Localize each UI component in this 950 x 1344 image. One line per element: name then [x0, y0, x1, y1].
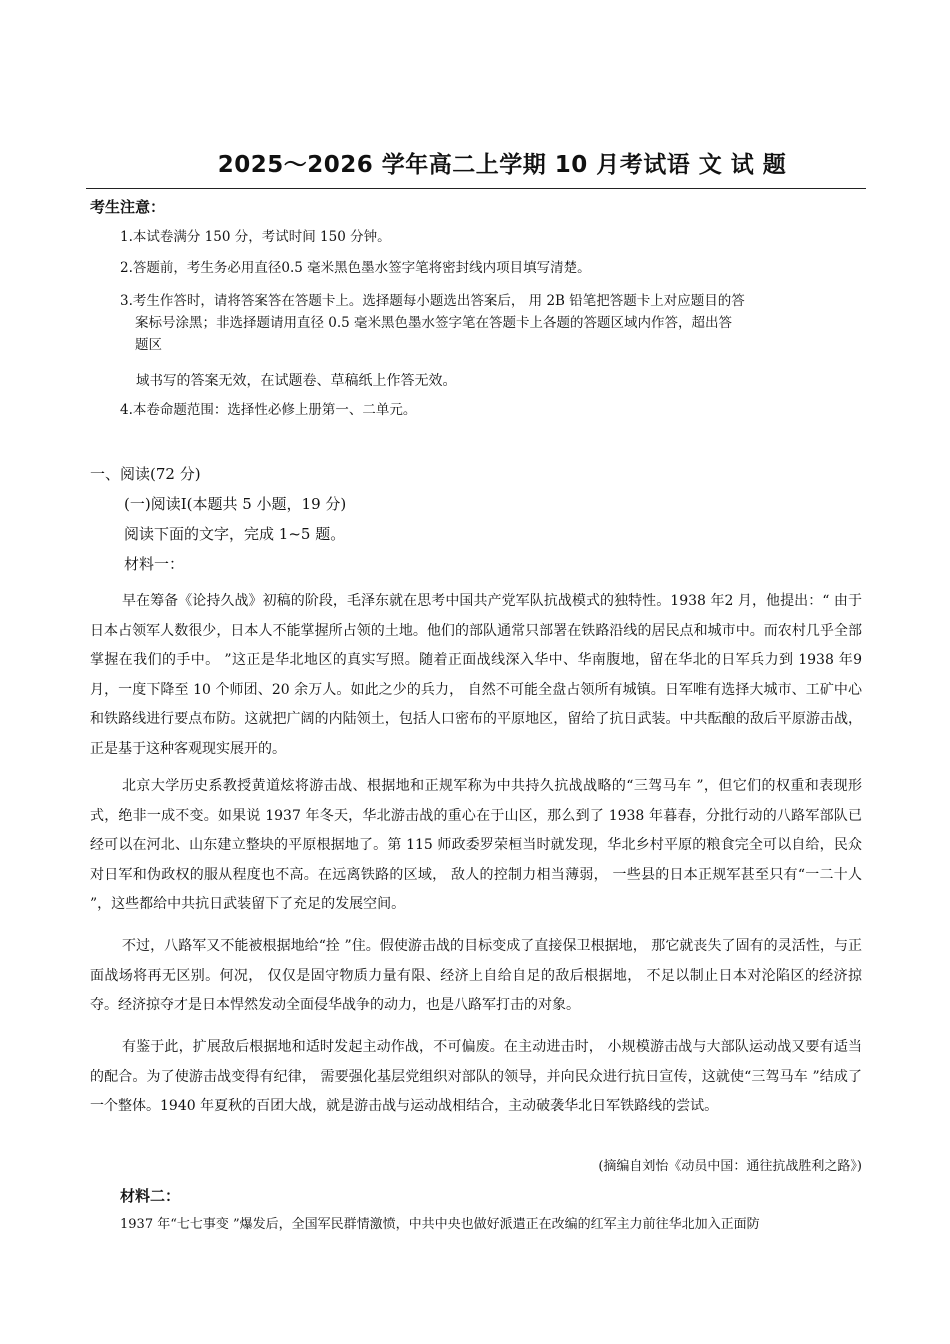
material-2-label: 材料二：	[120, 1187, 181, 1205]
material-1-paragraph-1: 早在筹备《论持久战》初稿的阶段，毛泽东就在思考中国共产党军队抗战模式的独特性。1938 年2 月，他提出：“ 由于日本占领军人数很少，日本人不能掌握所占领的土地。他们的部队通常只部署在铁路沿线的居民点和城市中。而农村几乎全部掌握在我们的手中。 ”这正是华北地区的真实写照。随着正面战线深入华中、华南腹地，留在华北的日军兵力到 1938 年9 月，一度下降至 10 个师团、20 余万人。如此之少的兵力， 自然不可能全盘占领所有城镇。日军唯有选择大城市、工矿中心和铁路线进行要点布防。这就把广阔的内陆领土，包括人口密布的平原地区，留给了抗日武装。中共酝酿的敌后平原游击战，正是基于这种客观现实展开的。	[90, 593, 862, 757]
material-1-source: (摘编自刘怡《动员中国：通往抗战胜利之路》)	[598, 1159, 862, 1174]
material-1-label: 材料一：	[124, 555, 185, 573]
notice-item-3-line2: 案标号涂黑；非选择题请用直径 0.5 毫米黑色墨水签字笔在答题卡上各题的答题区域内作答，超出答	[135, 315, 733, 331]
notice-item-1: 1.本试卷满分 150 分，考试时间 150 分钟。	[120, 229, 391, 245]
title-divider	[86, 188, 866, 189]
reading-instruction: 阅读下面的文字，完成 1~5 题。	[124, 525, 346, 543]
material-1-paragraph-2: 北京大学历史系教授黄道炫将游击战、根据地和正规军称为中共持久抗战战略的“三驾马车 ”，但它们的权重和表现形式，绝非一成不变。如果说 1937 年冬天，华北游击战的重心在于山区，那么到了 1938 年暮春，分批行动的八路军部队已经可以在河北、山东建立整块的平原根据地了。第 115 师政委罗荣桓当时就发现，华北乡村平原的粮食完全可以自给，民众对日军和伪政权的服从程度也不高。在远离铁路的区域， 敌人的控制力相当薄弱， 一些县的日本正规军甚至只有“一二十人 ”，这些都给中共抗日武装留下了充足的发展空间。	[90, 778, 862, 912]
exam-title: 2025～2026 学年高二上学期 10 月考试语 文 试 题	[217, 152, 787, 178]
notice-item-3	[120, 290, 855, 356]
subpart-heading: (一)阅读Ⅰ(本题共 5 小题，19 分)	[124, 495, 347, 513]
notice-item-2: 2.答题前，考生务必用直径0.5 毫米黑色墨水签字笔将密封线内项目填写清楚。	[120, 260, 591, 276]
notice-item-3-emphasis: 的答案无效，在试题卷、草稿纸上作答无效。	[176, 373, 457, 389]
notice-item-3-line1: 3.考生作答时，请将答案答在答题卡上。选择题每小题选出答案后， 用 2B 铅笔把答题卡上对应题目的答	[120, 293, 745, 309]
notice-item-4: 4.本卷命题范围：选择性必修上册第一、二单元。	[120, 402, 417, 418]
notice-item-3-line3: 题区	[135, 337, 162, 353]
material-2-text: 1937 年“七七事变 ”爆发后，全国军民群情激愤，中共中央也做好派遣正在改编的红军主力前往华北加入正面防	[120, 1217, 760, 1232]
notice-item-3-continued	[136, 369, 457, 390]
material-1-paragraph-3: 不过，八路军又不能被根据地给“拴 ”住。假使游击战的目标变成了直接保卫根据地， 那它就丧失了固有的灵活性，与正面战场将再无区别。何况， 仅仅是固守物质力量有限、经济上自给自足的敌后根据地， 不足以制止日本对沦陷区的经济掠夺。经济掠夺才是日本悍然发动全面侵华战争的动力，也是八路军打击的对象。	[90, 938, 862, 1013]
notice-item-3-plain: 域书写	[136, 373, 177, 389]
part-heading: 一、阅读(72 分)	[90, 465, 201, 483]
material-1-paragraph-4: 有鉴于此，扩展敌后根据地和适时发起主动作战，不可偏废。在主动进击时， 小规模游击战与大部队运动战又要有适当的配合。为了使游击战变得有纪律， 需要强化基层党组织对部队的领导，并向民众进行抗日宣传，这就使“三驾马车 ”结成了一个整体。1940 年夏秋的百团大战，就是游击战与运动战相结合，主动破袭华北日军铁路线的尝试。	[90, 1039, 862, 1114]
notice-heading: 考生注意：	[90, 198, 166, 216]
